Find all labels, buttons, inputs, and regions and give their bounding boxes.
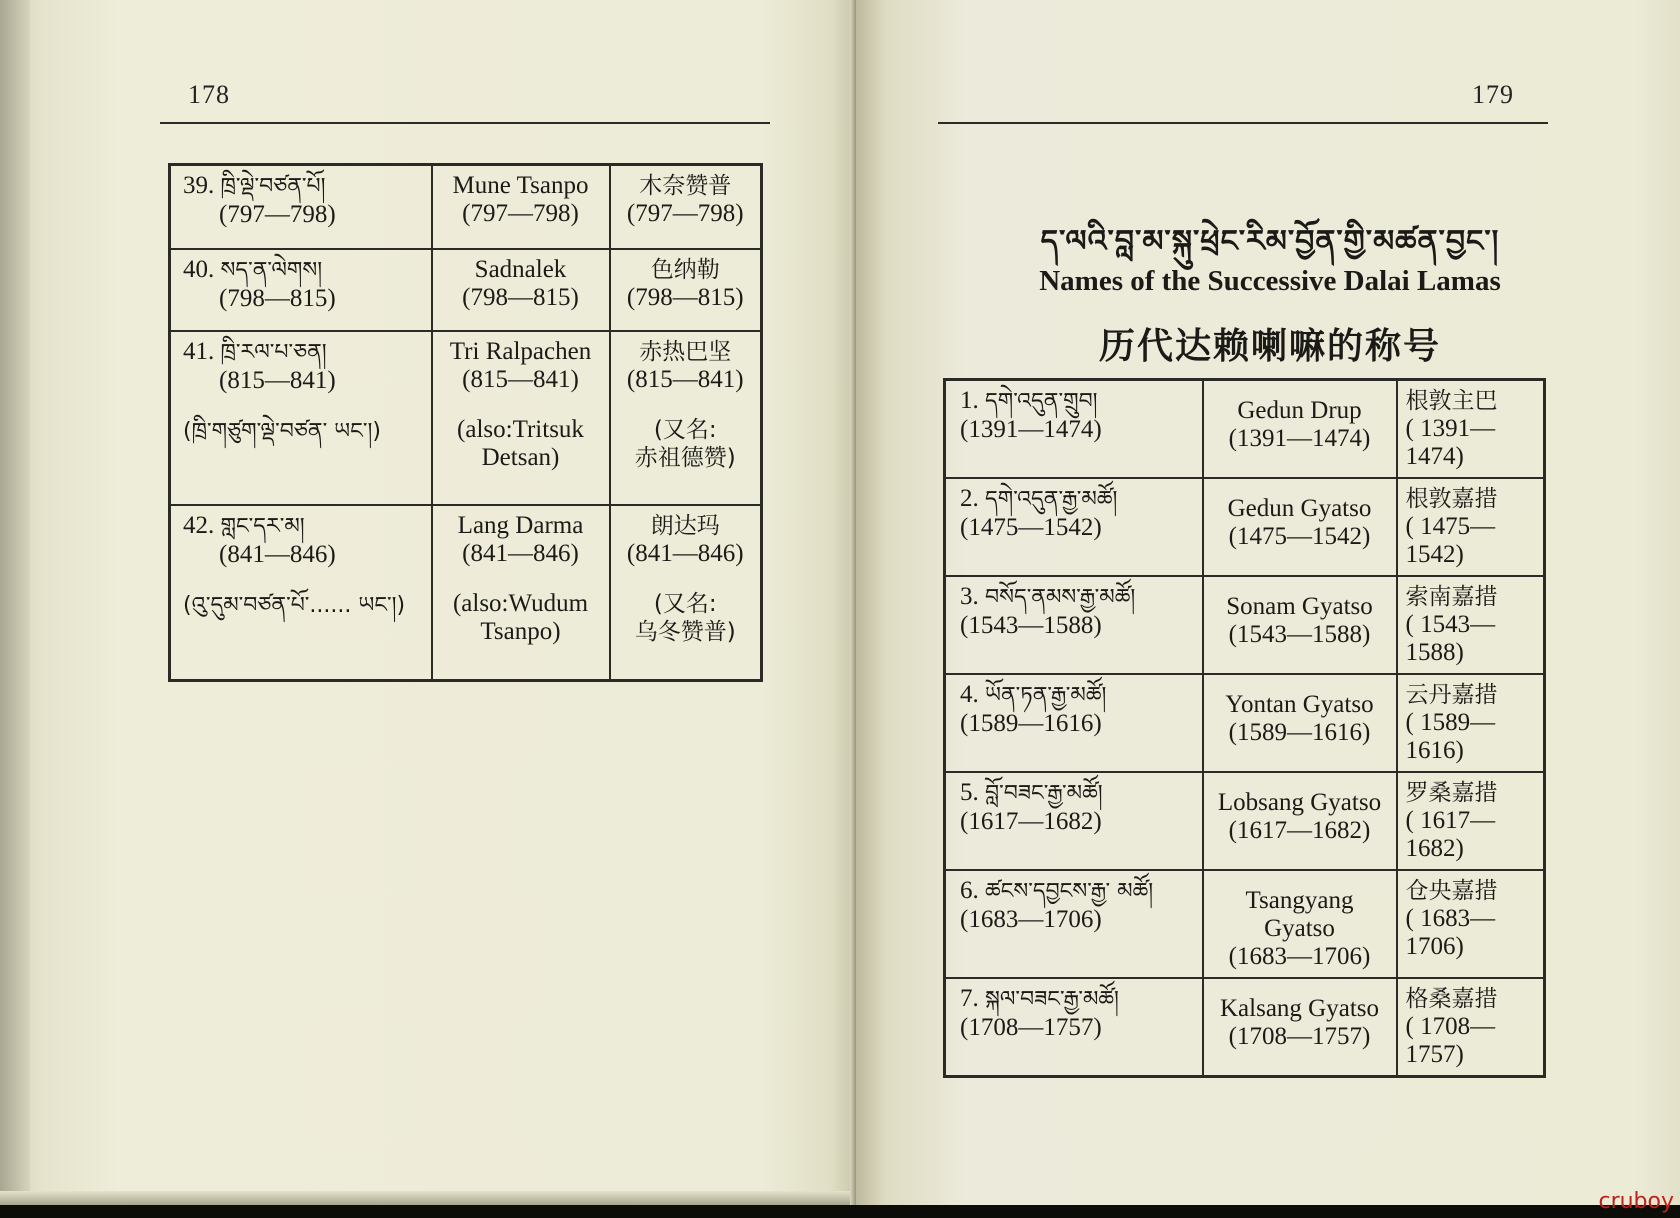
chinese-name: 根敦嘉措: [1405, 486, 1498, 512]
chinese-dates: ( 1475—: [1405, 513, 1496, 540]
tibetan-name-cell: [170, 249, 432, 331]
tsanpo-table: [168, 163, 763, 682]
header-rule: [938, 122, 1548, 124]
english-name: Gedun Drup: [1237, 397, 1362, 424]
chinese-dates: (798—815): [626, 283, 744, 311]
chinese-dates: ( 1708—: [1405, 1013, 1496, 1040]
tibetan-name-cell: [945, 870, 1203, 978]
tibetan-name-cell: [170, 331, 432, 505]
tibetan-name: སྐལ་བཟང་རྒྱ་མཚོ།: [985, 987, 1119, 1012]
chinese-name: 云丹嘉措: [1405, 682, 1498, 708]
reign-dates: (797—798): [219, 201, 336, 228]
alternate-chinese-name: 乌冬赞普): [634, 618, 736, 645]
chinese-dates: 1588): [1405, 639, 1464, 666]
english-name-cell: [1203, 478, 1397, 576]
table-row: [170, 505, 762, 681]
dalai-lama-table: [943, 378, 1546, 1078]
english-name: Tsangyang: [1245, 887, 1354, 914]
chinese-dates: (797—798): [626, 200, 744, 227]
tibetan-name-cell: [945, 772, 1203, 870]
tibetan-name-cell: [170, 505, 432, 681]
table-row: [170, 331, 762, 505]
chinese-name: 格桑嘉措: [1405, 986, 1498, 1012]
tibetan-name: དགེ་འདུན་གྲུབ།: [985, 389, 1098, 414]
english-name: Sonam Gyatso: [1226, 593, 1373, 620]
table-row: [945, 380, 1545, 479]
life-dates: (1683—1706): [960, 906, 1102, 933]
life-dates: (1617—1682): [960, 808, 1102, 835]
english-dates: (841—846): [462, 539, 579, 567]
english-name: Lang Darma: [457, 511, 584, 539]
chinese-name-cell: [1397, 576, 1545, 674]
table-row: [945, 870, 1545, 978]
chinese-name-cell: [1397, 674, 1545, 772]
alternate-english-name: (also:Tritsuk: [457, 415, 584, 443]
tibetan-name: ཚངས་དབྱངས་རྒྱ་ མཚོ།: [985, 879, 1154, 904]
chinese-name: 朗达玛: [650, 512, 720, 539]
chinese-name-cell: [1397, 380, 1545, 479]
english-name: Yontan Gyatso: [1225, 691, 1374, 718]
row-number: 1.: [960, 387, 979, 414]
row-number: 41.: [183, 337, 215, 365]
english-dates: (798—815): [462, 283, 579, 311]
tibetan-name: བསོད་ནམས་རྒྱ་མཚོ།: [985, 585, 1136, 610]
table-row: [170, 249, 762, 331]
chinese-name-cell: [1397, 978, 1545, 1077]
chinese-name: 根敦主巴: [1405, 388, 1498, 414]
chinese-name: 木奈赞普: [639, 173, 732, 199]
header-rule: [160, 122, 770, 124]
chinese-dates: 1682): [1405, 835, 1464, 862]
tibetan-name-cell: [945, 674, 1203, 772]
chinese-dates: ( 1617—: [1405, 807, 1496, 834]
english-name-cell: [1203, 674, 1397, 772]
tibetan-name-cell: [945, 380, 1203, 479]
english-name-cell: [432, 249, 610, 331]
tibetan-name: གླང་དར་མ།: [220, 513, 305, 539]
english-name-cell: [1203, 380, 1397, 479]
row-number: 4.: [960, 681, 979, 708]
english-name-cell: [432, 165, 610, 249]
reign-dates: (798—815): [219, 284, 336, 312]
chinese-dates: ( 1589—: [1405, 709, 1496, 736]
tibetan-name: བློ་བཟང་རྒྱ་མཚོ།: [985, 781, 1103, 806]
title-tibetan: ད་ལའི་བླ་མ་སྐུ་ཕྲེང་རིམ་བྱོན་གྱི་མཚན་བྱང་།: [1040, 224, 1500, 259]
english-name: Kalsang Gyatso: [1220, 995, 1379, 1022]
table-row: [945, 772, 1545, 870]
chinese-name-cell: [610, 505, 762, 681]
english-name: Tri Ralpachen: [449, 337, 592, 365]
english-dates: (1683—1706): [1228, 943, 1371, 970]
chinese-dates: ( 1683—: [1405, 905, 1496, 932]
chinese-dates: (815—841): [626, 365, 744, 393]
chinese-dates: (841—846): [626, 539, 744, 567]
chinese-name: 仓央嘉措: [1405, 878, 1498, 904]
table-row: [945, 674, 1545, 772]
chinese-name: 罗桑嘉措: [1405, 780, 1498, 806]
english-dates: (1391—1474): [1228, 425, 1371, 452]
chinese-name: 赤热巴坚: [639, 338, 732, 365]
title-english: Names of the Successive Dalai Lamas: [1039, 265, 1501, 297]
row-number: 2.: [960, 485, 979, 512]
row-number: 3.: [960, 583, 979, 610]
english-name-cell: [432, 331, 610, 505]
tibetan-name-cell: [945, 478, 1203, 576]
alternate-english-name: Tsanpo): [480, 617, 561, 645]
chinese-dates: 1474): [1405, 443, 1464, 470]
table-row: [945, 478, 1545, 576]
english-name-cell: [1203, 978, 1397, 1077]
life-dates: (1543—1588): [960, 612, 1102, 639]
chinese-name-cell: [1397, 870, 1545, 978]
tibetan-name-cell: [170, 165, 432, 249]
row-number: 39.: [183, 172, 215, 199]
english-dates: (797—798): [462, 200, 579, 227]
chinese-dates: 1616): [1405, 737, 1464, 764]
alternate-english-name: (also:Wudum: [452, 589, 589, 617]
reign-dates: (815—841): [219, 366, 336, 394]
alternate-chinese-name: (又名:: [653, 416, 717, 443]
english-dates: (1617—1682): [1228, 817, 1371, 844]
row-number: 6.: [960, 877, 979, 904]
row-number: 7.: [960, 985, 979, 1012]
corner-handwritten-mark: cruboy: [1598, 1189, 1674, 1214]
table-row: [945, 576, 1545, 674]
alternate-tibetan-name: (འུ་དུམ་བཙན་པོ་...... ཡང་།): [183, 592, 406, 618]
english-name: Mune Tsanpo: [452, 172, 589, 199]
chinese-dates: ( 1391—: [1405, 415, 1496, 442]
chinese-name-cell: [610, 249, 762, 331]
alternate-chinese-name: 赤祖德赞): [634, 444, 736, 471]
english-name-cell: [1203, 870, 1397, 978]
row-number: 42.: [183, 511, 215, 539]
chinese-dates: 1706): [1405, 933, 1464, 960]
tibetan-name: ཁྲི་རལ་པ་ཅན།: [220, 339, 327, 365]
chinese-name: 索南嘉措: [1405, 584, 1498, 610]
row-number: 5.: [960, 779, 979, 806]
life-dates: (1708—1757): [960, 1014, 1102, 1041]
chinese-name-cell: [1397, 772, 1545, 870]
chinese-name: 色纳勒: [650, 256, 720, 283]
life-dates: (1391—1474): [960, 416, 1102, 443]
tibetan-name: ཁྲི་ལྡེ་བཙན་པོ།: [220, 174, 326, 199]
row-number: 40.: [183, 255, 215, 283]
english-dates: (1475—1542): [1228, 523, 1371, 550]
chinese-dates: 1542): [1405, 541, 1464, 568]
alternate-tibetan-name: (ཁྲི་གཙུག་ལྡེ་བཙན་ ཡང་།): [183, 418, 381, 444]
alternate-english-name: Detsan): [481, 443, 560, 471]
tibetan-name: ཡོན་ཏན་རྒྱ་མཚོ།: [985, 683, 1107, 708]
tibetan-name: དགེ་འདུན་རྒྱ་མཚོ།: [985, 487, 1118, 512]
chinese-name-cell: [610, 331, 762, 505]
chinese-name-cell: [1397, 478, 1545, 576]
english-name: Sadnalek: [474, 255, 567, 283]
page-number: 179: [1472, 80, 1514, 109]
chinese-name-cell: [610, 165, 762, 249]
english-name-cell: [432, 505, 610, 681]
tibetan-name-cell: [945, 576, 1203, 674]
english-name: Gyatso: [1264, 915, 1335, 942]
english-dates: (815—841): [462, 365, 579, 393]
page-number: 178: [188, 80, 230, 109]
english-name: Lobsang Gyatso: [1217, 789, 1382, 816]
english-name: Gedun Gyatso: [1227, 495, 1372, 522]
chinese-dates: ( 1543—: [1405, 611, 1496, 638]
table-row: [170, 165, 762, 249]
english-name-cell: [1203, 772, 1397, 870]
title-chinese: 历代达赖喇嘛的称号: [1098, 326, 1441, 367]
alternate-chinese-name: (又名:: [653, 590, 717, 617]
english-dates: (1708—1757): [1228, 1023, 1371, 1050]
tibetan-name-cell: [945, 978, 1203, 1077]
tibetan-name: སད་ན་ལེགས།: [220, 257, 323, 283]
chinese-dates: 1757): [1405, 1041, 1464, 1068]
table-row: [945, 978, 1545, 1077]
reign-dates: (841—846): [219, 540, 336, 568]
english-dates: (1543—1588): [1228, 621, 1371, 648]
life-dates: (1475—1542): [960, 514, 1102, 541]
english-name-cell: [1203, 576, 1397, 674]
english-dates: (1589—1616): [1228, 719, 1371, 746]
life-dates: (1589—1616): [960, 710, 1102, 737]
